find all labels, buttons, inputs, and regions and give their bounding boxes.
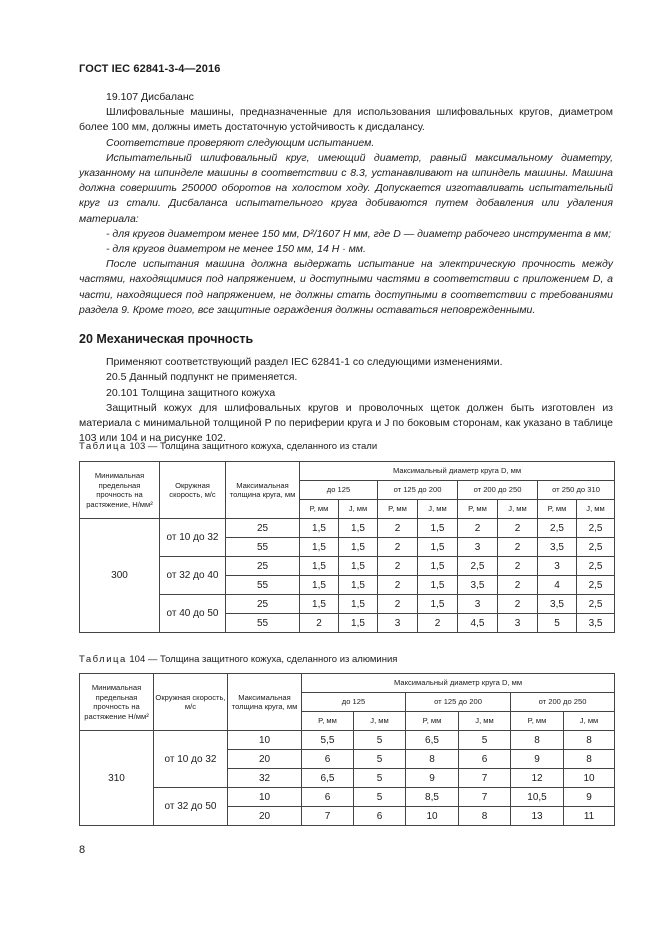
value-cell: 2 bbox=[498, 519, 538, 538]
header-strength: Минимальная предельная прочность на растяжение, Н/мм² bbox=[80, 462, 160, 519]
value-cell: 7 bbox=[302, 807, 354, 826]
header-p: P, мм bbox=[511, 712, 564, 731]
value-cell: 2 bbox=[378, 538, 418, 557]
value-cell: 3 bbox=[378, 614, 418, 633]
document-body bbox=[79, 90, 613, 446]
table-row bbox=[80, 519, 615, 538]
header-range: от 125 до 200 bbox=[378, 481, 458, 500]
speed-value: от 10 до 32 bbox=[154, 731, 228, 788]
value-cell: 8 bbox=[511, 731, 564, 750]
thickness-value: 25 bbox=[226, 557, 300, 576]
value-cell: 1,5 bbox=[339, 595, 378, 614]
value-cell: 6 bbox=[459, 750, 511, 769]
value-cell: 2 bbox=[498, 557, 538, 576]
value-cell: 1,5 bbox=[300, 557, 339, 576]
speed-value: от 32 до 50 bbox=[154, 788, 228, 826]
header-j: J, мм bbox=[354, 712, 406, 731]
table-104 bbox=[79, 673, 615, 826]
header-p: P, мм bbox=[458, 500, 498, 519]
value-cell: 7 bbox=[459, 788, 511, 807]
thickness-value: 55 bbox=[226, 614, 300, 633]
value-cell: 8 bbox=[406, 750, 459, 769]
strength-value: 310 bbox=[80, 731, 154, 826]
value-cell: 2 bbox=[498, 576, 538, 595]
value-cell: 1,5 bbox=[300, 538, 339, 557]
strength-value: 300 bbox=[80, 519, 160, 633]
value-cell: 2,5 bbox=[538, 519, 577, 538]
value-cell: 1,5 bbox=[300, 595, 339, 614]
header-p: P, мм bbox=[302, 712, 354, 731]
value-cell: 1,5 bbox=[300, 519, 339, 538]
header-j: J, мм bbox=[498, 500, 538, 519]
value-cell: 1,5 bbox=[418, 595, 458, 614]
thickness-value: 20 bbox=[228, 750, 302, 769]
speed-value: от 40 до 50 bbox=[160, 595, 226, 633]
value-cell: 6,5 bbox=[406, 731, 459, 750]
value-cell: 8 bbox=[564, 731, 615, 750]
header-range: от 200 до 250 bbox=[458, 481, 538, 500]
paragraph: 19.107 Дисбаланс bbox=[106, 91, 194, 103]
value-cell: 3 bbox=[458, 538, 498, 557]
value-cell: 1,5 bbox=[418, 519, 458, 538]
value-cell: 5 bbox=[538, 614, 577, 633]
paragraph: Применяют соответствующий раздел IEC 62841-1 со следующими изменениями. bbox=[106, 356, 503, 369]
value-cell: 13 bbox=[511, 807, 564, 826]
value-cell: 2 bbox=[300, 614, 339, 633]
thickness-value: 25 bbox=[226, 595, 300, 614]
thickness-value: 55 bbox=[226, 576, 300, 595]
table-104-caption: Таблица 104 — Толщина защитного кожуха, сделанного из алюминия bbox=[79, 654, 398, 665]
header-p: P, мм bbox=[378, 500, 418, 519]
value-cell: 2,5 bbox=[577, 576, 615, 595]
value-cell: 3 bbox=[458, 595, 498, 614]
table-row bbox=[80, 788, 615, 807]
value-cell: 3,5 bbox=[577, 614, 615, 633]
header-row bbox=[80, 462, 615, 481]
document-header: ГОСТ IEC 62841-3-4—2016 bbox=[79, 63, 221, 75]
value-cell: 6 bbox=[354, 807, 406, 826]
value-cell: 1,5 bbox=[418, 538, 458, 557]
thickness-value: 10 bbox=[228, 788, 302, 807]
page-number: 8 bbox=[79, 844, 86, 856]
value-cell: 3 bbox=[538, 557, 577, 576]
value-cell: 5 bbox=[459, 731, 511, 750]
value-cell: 1,5 bbox=[339, 557, 378, 576]
paragraph: 20.5 Данный подпункт не применяется. bbox=[106, 371, 298, 384]
header-p: P, мм bbox=[538, 500, 577, 519]
header-speed: Окружная скорость, м/с bbox=[160, 462, 226, 519]
paragraph: - для кругов диаметром не менее 150 мм, 14 H · мм. bbox=[106, 243, 366, 256]
paragraph: Испытательный шлифовальный круг, имеющий диаметр, равный максимальному диаметру, указанному на шпинделе машины в соответствии с 8.3, устанавливают на шпиндель машины. Машина должна совершить 250000 оборотов на холостом ходу. Допускается изготавливать испытательный круг из стали. Дисбаланса испытательного круга добиваются путем добавления или удаления материала: bbox=[79, 151, 613, 225]
table-row bbox=[80, 595, 615, 614]
header-thickness: Максимальная толщина круга, мм bbox=[226, 462, 300, 519]
value-cell: 6 bbox=[302, 788, 354, 807]
header-range: от 200 до 250 bbox=[511, 693, 615, 712]
value-cell: 2 bbox=[458, 519, 498, 538]
value-cell: 1,5 bbox=[418, 576, 458, 595]
header-range: от 250 до 310 bbox=[538, 481, 615, 500]
value-cell: 1,5 bbox=[339, 576, 378, 595]
value-cell: 2 bbox=[498, 538, 538, 557]
paragraph: Шлифовальные машины, предназначенные для использования шлифовальных кругов, диаметром более 100 мм, должны иметь достаточную устойчивость к дисдалансу. bbox=[79, 106, 613, 134]
value-cell: 2,5 bbox=[458, 557, 498, 576]
value-cell: 3,5 bbox=[458, 576, 498, 595]
value-cell: 5 bbox=[354, 769, 406, 788]
section-20-text bbox=[79, 355, 613, 446]
table-row bbox=[80, 731, 615, 750]
value-cell: 2 bbox=[378, 576, 418, 595]
value-cell: 8 bbox=[564, 750, 615, 769]
value-cell: 2,5 bbox=[577, 557, 615, 576]
value-cell: 8,5 bbox=[406, 788, 459, 807]
value-cell: 2,5 bbox=[577, 519, 615, 538]
header-p: P, мм bbox=[406, 712, 459, 731]
value-cell: 9 bbox=[511, 750, 564, 769]
header-range: до 125 bbox=[300, 481, 378, 500]
thickness-value: 32 bbox=[228, 769, 302, 788]
thickness-value: 25 bbox=[226, 519, 300, 538]
value-cell: 6 bbox=[302, 750, 354, 769]
value-cell: 3,5 bbox=[538, 595, 577, 614]
value-cell: 5 bbox=[354, 750, 406, 769]
value-cell: 4,5 bbox=[458, 614, 498, 633]
header-thickness: Максимальная толщина круга, мм bbox=[228, 674, 302, 731]
header-strength: Минимальная предельная прочность на растяжение Н/мм² bbox=[80, 674, 154, 731]
header-j: J, мм bbox=[459, 712, 511, 731]
table-103 bbox=[79, 461, 615, 633]
clause-19-107 bbox=[79, 90, 613, 318]
value-cell: 10 bbox=[406, 807, 459, 826]
value-cell: 3,5 bbox=[538, 538, 577, 557]
header-j: J, мм bbox=[577, 500, 615, 519]
header-p: P, мм bbox=[300, 500, 339, 519]
paragraph: - для кругов диаметром менее 150 мм, D²/1607 H мм, где D — диаметр рабочего инструмента в мм; bbox=[106, 227, 612, 240]
value-cell: 2,5 bbox=[577, 595, 615, 614]
value-cell: 1,5 bbox=[418, 557, 458, 576]
value-cell: 2 bbox=[418, 614, 458, 633]
thickness-value: 10 bbox=[228, 731, 302, 750]
header-range: от 125 до 200 bbox=[406, 693, 511, 712]
value-cell: 2,5 bbox=[577, 538, 615, 557]
thickness-value: 20 bbox=[228, 807, 302, 826]
value-cell: 9 bbox=[406, 769, 459, 788]
value-cell: 2 bbox=[378, 557, 418, 576]
value-cell: 5,5 bbox=[302, 731, 354, 750]
paragraph: После испытания машина должна выдержать испытание на электрическую прочность между частями, находящимися под напряжением, и доступными частями в соответствии с приложением D, а части, находящиеся под напряжением, не должны стать доступными в соответствии с требованиями раздела 9. Кроме того, все защитные ограждения должны оставаться неповрежденными. bbox=[79, 258, 613, 316]
value-cell: 9 bbox=[564, 788, 615, 807]
paragraph: 20.101 Толщина защитного кожуха bbox=[106, 386, 276, 399]
value-cell: 2 bbox=[498, 595, 538, 614]
header-speed: Окружная скорость, м/с bbox=[154, 674, 228, 731]
header-j: J, мм bbox=[564, 712, 615, 731]
value-cell: 10,5 bbox=[511, 788, 564, 807]
value-cell: 1,5 bbox=[339, 538, 378, 557]
speed-value: от 10 до 32 bbox=[160, 519, 226, 557]
value-cell: 11 bbox=[564, 807, 615, 826]
value-cell: 10 bbox=[564, 769, 615, 788]
value-cell: 2 bbox=[378, 519, 418, 538]
header-diameter: Максимальный диаметр круга D, мм bbox=[300, 462, 615, 481]
value-cell: 6,5 bbox=[302, 769, 354, 788]
header-j: J, мм bbox=[339, 500, 378, 519]
value-cell: 12 bbox=[511, 769, 564, 788]
table-row bbox=[80, 557, 615, 576]
value-cell: 5 bbox=[354, 788, 406, 807]
value-cell: 1,5 bbox=[339, 519, 378, 538]
section-heading: 20 Механическая прочность bbox=[79, 332, 254, 347]
value-cell: 5 bbox=[354, 731, 406, 750]
header-row bbox=[80, 674, 615, 693]
value-cell: 1,5 bbox=[339, 614, 378, 633]
paragraph: Соответствие проверяют следующим испытанием. bbox=[106, 136, 375, 149]
header-range: до 125 bbox=[302, 693, 406, 712]
header-diameter: Максимальный диаметр круга D, мм bbox=[302, 674, 615, 693]
speed-value: от 32 до 40 bbox=[160, 557, 226, 595]
value-cell: 8 bbox=[459, 807, 511, 826]
value-cell: 3 bbox=[498, 614, 538, 633]
value-cell: 1,5 bbox=[300, 576, 339, 595]
paragraph: Защитный кожух для шлифовальных кругов и проволочных щеток должен быть изготовлен из материала с минимальной толщиной P по периферии круга и J по боковым сторонам, как указано в таблице 103 или 104 и на рисунке 102. bbox=[79, 401, 613, 445]
thickness-value: 55 bbox=[226, 538, 300, 557]
table-103-caption: Таблица 103 — Толщина защитного кожуха, сделанного из стали bbox=[79, 441, 378, 452]
value-cell: 4 bbox=[538, 576, 577, 595]
value-cell: 2 bbox=[378, 595, 418, 614]
value-cell: 7 bbox=[459, 769, 511, 788]
header-j: J, мм bbox=[418, 500, 458, 519]
